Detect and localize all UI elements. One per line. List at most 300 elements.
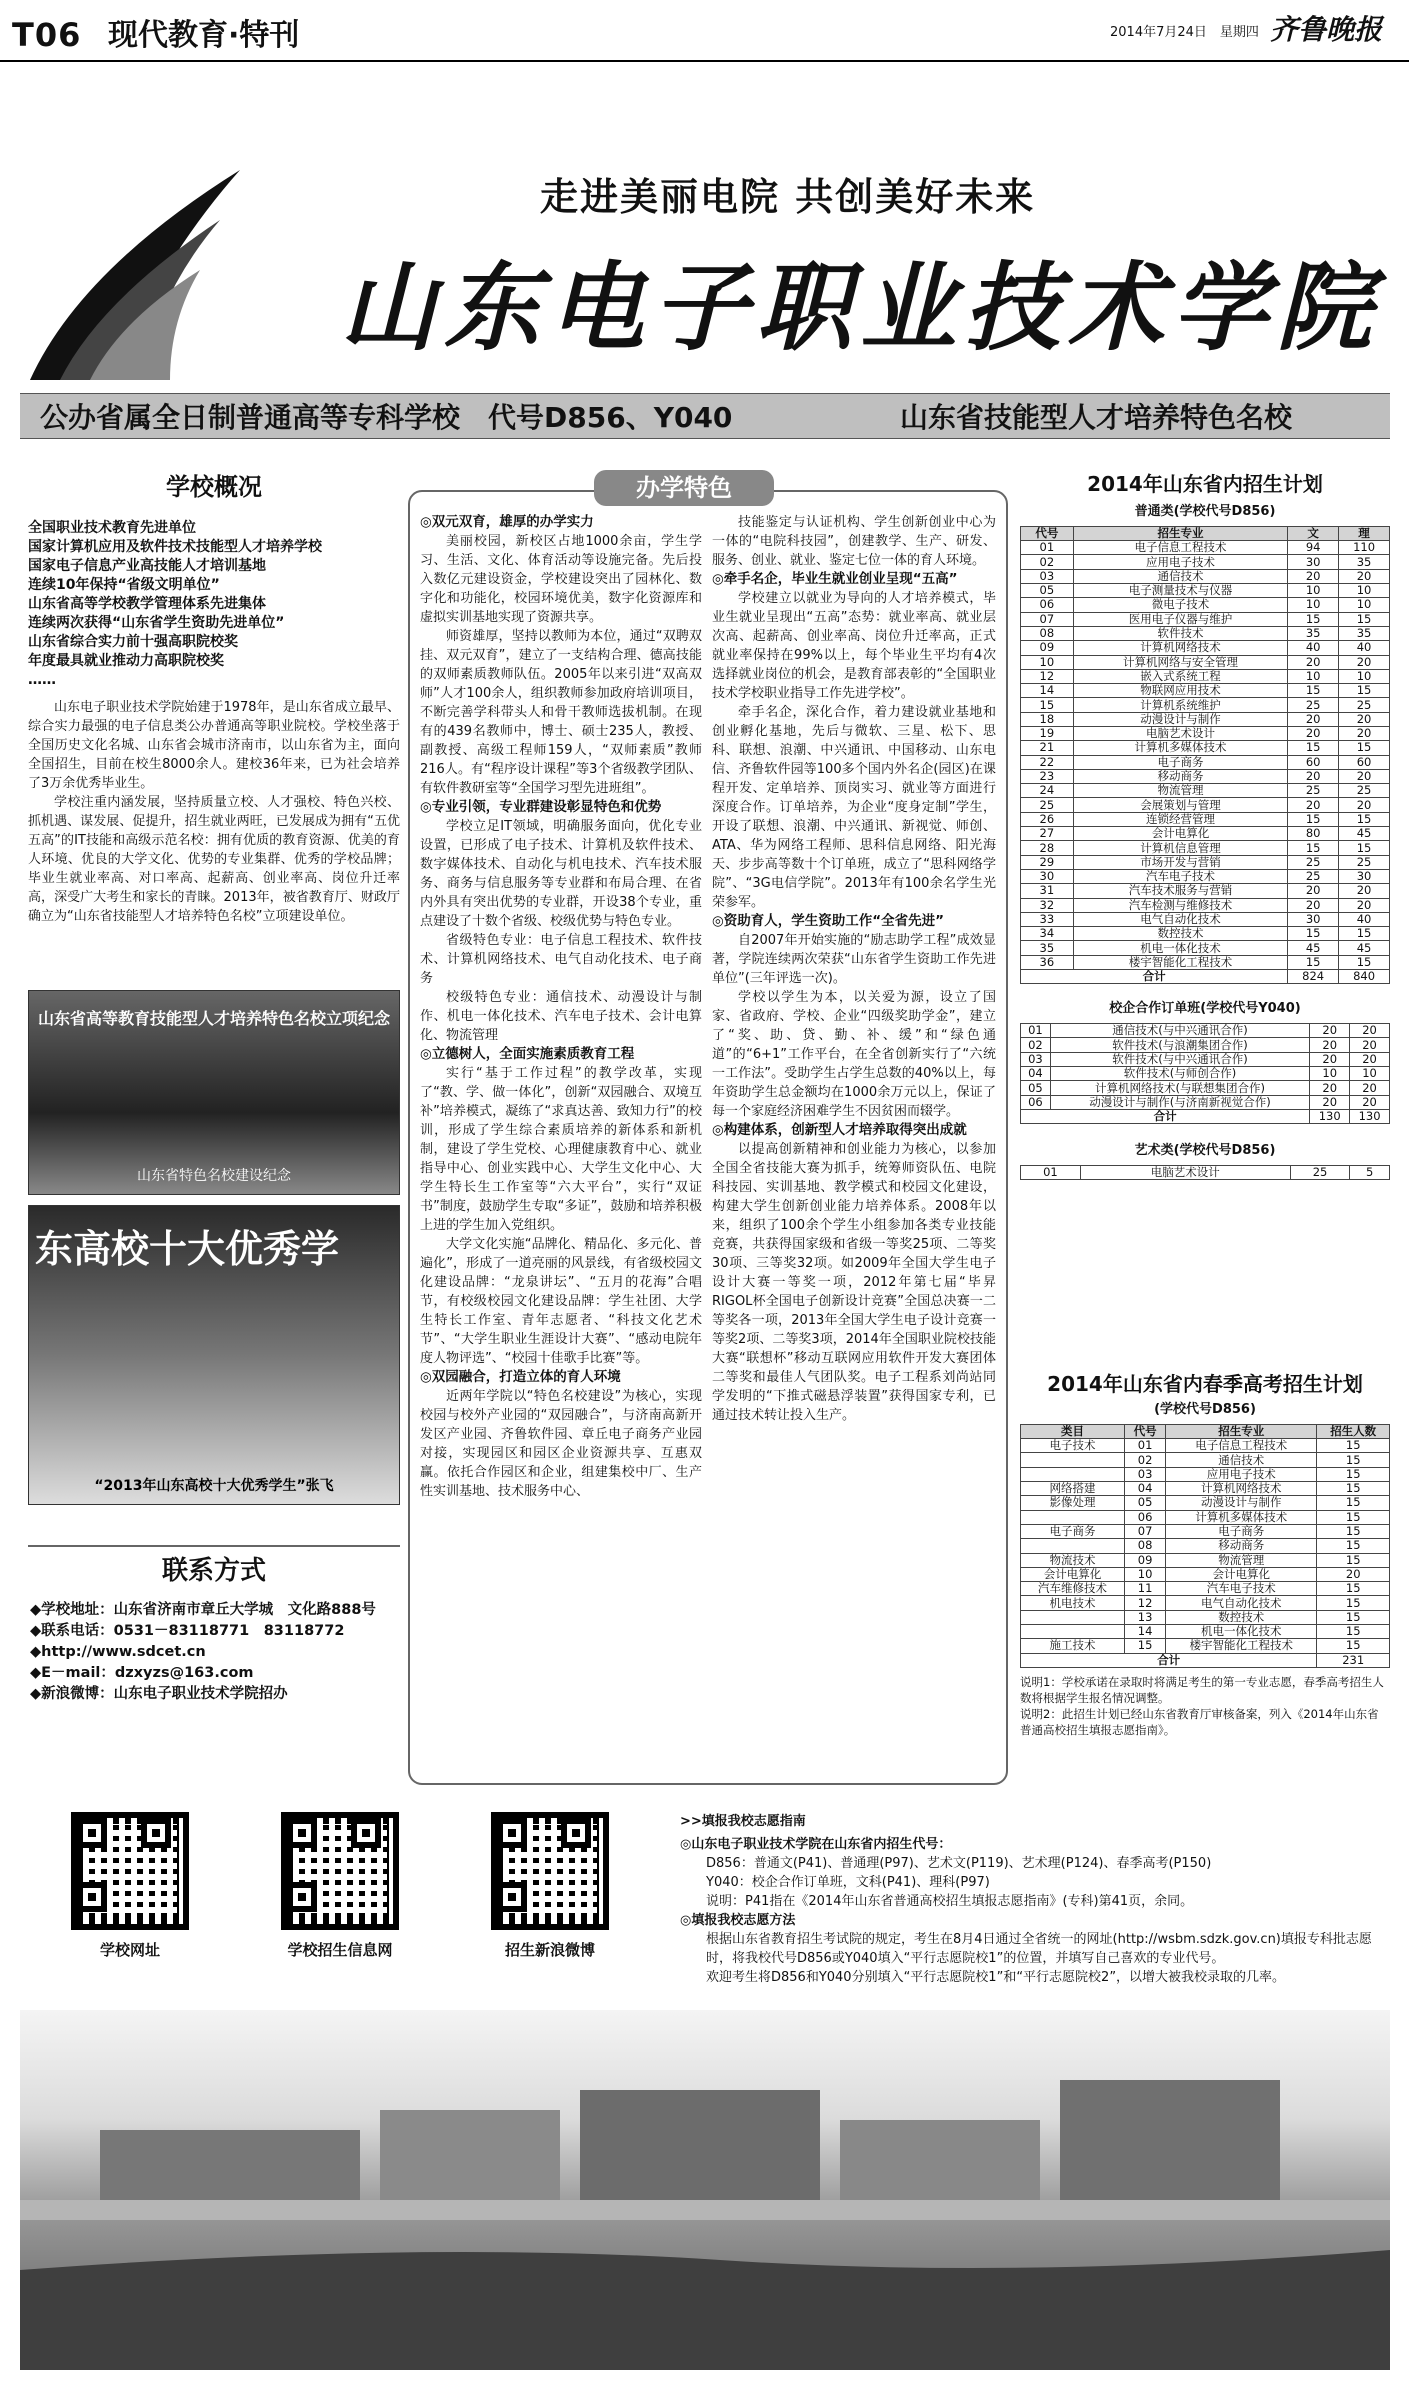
table-cell: 10 — [1339, 669, 1390, 683]
general-plan-table — [1020, 526, 1390, 985]
table-cell: 04 — [1021, 1067, 1051, 1081]
table-cell: 20 — [1339, 769, 1390, 783]
table-cell: 电子商务 — [1021, 1524, 1125, 1538]
admission-plan — [1020, 470, 1390, 1180]
table-cell: 楼宇智能化工程技术 — [1073, 955, 1287, 969]
spring-title: 2014年山东省内春季高考招生计划 — [1047, 1372, 1363, 1396]
table-cell: 15 — [1288, 812, 1339, 826]
contact-divider — [28, 1545, 400, 1547]
table-cell: 20 — [1310, 1024, 1350, 1038]
table-cell: 60 — [1288, 755, 1339, 769]
table-cell: 15 — [1317, 1524, 1390, 1538]
contact-item: ◆联系电话：0531－83118771 83118772 — [30, 1623, 345, 1639]
table-row — [1021, 798, 1390, 812]
school-name: 山东电子职业技术学院 — [340, 251, 1380, 364]
table-row — [1021, 869, 1390, 883]
section-title: 现代教育·特刊 — [108, 18, 300, 53]
table-cell: 20 — [1339, 898, 1390, 912]
contact-item: ◆学校地址：山东省济南市章丘大学城 文化路888号 — [30, 1602, 376, 1618]
qr-code-icon — [281, 1812, 399, 1930]
guide-line: D856：普通文(P41)、普通理(P97)、艺术文(P119)、艺术理(P124)、春季高考(P150) — [706, 1856, 1212, 1871]
guide-line: Y040：校企合作订单班，文科(P41)、理科(P97) — [706, 1875, 990, 1890]
contact-item: ◆E－mail：dzxyzs@163.com — [30, 1665, 254, 1681]
contact-item: ◆http://www.sdcet.cn — [30, 1644, 206, 1660]
table-cell: 25 — [1339, 784, 1390, 798]
contact-item: ◆新浪微博：山东电子职业技术学院招办 — [30, 1686, 288, 1702]
feature-heading: ◎资助育人，学生资助工作“全省先进” — [712, 913, 945, 929]
overview-paragraph: 学校注重内涵发展，坚持质量立校、人才强校、特色兴校、抓机遇、谋发展、促提升，招生就业两旺，已发展成为拥有“五优五高”的IT技能和高级示范名校：拥有优质的教育资源、优美的育人环境、优良的大学文化、优势的专业集群、优秀的学校品牌；毕业生就业率高、对口率高、起薪高、创业率高、岗位升迁率高，深受广大考生和家长的青睐。2013年，被省教育厅、财政厅确立为“山东省技能型人才培养特色名校”立项建设单位。 — [28, 794, 400, 924]
table-row — [1021, 1625, 1390, 1639]
contact-title: 联系方式 — [161, 1556, 266, 1586]
table-cell: 05 — [1021, 1081, 1051, 1095]
table-cell: 20 — [1288, 569, 1339, 583]
table-cell: 电子商务 — [1073, 755, 1287, 769]
table-cell: 36 — [1021, 955, 1074, 969]
table-cell: 20 — [1310, 1038, 1350, 1052]
photo-award-ceremony — [28, 990, 400, 1195]
honors-list — [28, 519, 400, 690]
table-cell: 连锁经营管理 — [1073, 812, 1287, 826]
table-cell: 15 — [1317, 1482, 1390, 1496]
table-cell: 21 — [1021, 741, 1074, 755]
table-cell: 25 — [1339, 698, 1390, 712]
table-cell: 23 — [1021, 769, 1074, 783]
table-cell: 20 — [1339, 569, 1390, 583]
table-cell: 物流技术 — [1021, 1553, 1125, 1567]
qr-finder-icon — [77, 1818, 107, 1848]
table-cell: 物流管理 — [1166, 1553, 1317, 1567]
table-cell: 汽车技术服务与营销 — [1073, 884, 1287, 898]
feature-paragraph: 牵手名企，深化合作，着力建设就业基地和创业孵化基地，先后与微软、三星、松下、思科、联想、浪潮、中兴通讯、中国移动、山东电信、齐鲁软件园等100多个国内外名企(园区)在课程开发、定单培养、顶岗实习、就业等方面进行深度合作。订单培养，为企业“度身定制”学生，开设了联想、浪潮、中兴通讯、新视觉、师创、ATA、华为网络工程师、思科信息网络、阳光海天、步步高等数十个订单班，成立了“思科网络学院”、“3G电信学院”。2013年有100余名学生光荣参军。 — [712, 705, 996, 910]
table-cell: 机电一体化技术 — [1166, 1625, 1317, 1639]
table-cell: 40 — [1288, 641, 1339, 655]
table-cell: 15 — [1317, 1496, 1390, 1510]
table-cell: 电气自动化技术 — [1166, 1596, 1317, 1610]
table-cell: 市场开发与营销 — [1073, 855, 1287, 869]
table-row — [1021, 698, 1390, 712]
table-cell: 15 — [1317, 1625, 1390, 1639]
honor-item: 年度最具就业推动力高职院校奖 — [28, 652, 224, 669]
table-cell: 20 — [1317, 1567, 1390, 1581]
table-cell: 数控技术 — [1166, 1610, 1317, 1624]
table-row — [1021, 755, 1390, 769]
art-plan-table — [1020, 1165, 1390, 1180]
table-cell: 15 — [1288, 684, 1339, 698]
school-type: 公办省属全日制普通高等专科学校 代号D856、Y040 — [40, 401, 733, 434]
photo-caption: 山东省特色名校建设纪念 — [137, 1167, 291, 1184]
table-cell: 33 — [1021, 912, 1074, 926]
table-cell — [1021, 1625, 1125, 1639]
table-cell: 45 — [1339, 941, 1390, 955]
table-cell: 01 — [1021, 1166, 1081, 1180]
table-row — [1021, 1496, 1390, 1510]
table-row — [1021, 812, 1390, 826]
table-cell: 05 — [1125, 1496, 1166, 1510]
table-cell: 电子信息工程技术 — [1073, 541, 1287, 555]
table-row — [1021, 1610, 1390, 1624]
spring-note-1: 说明1：学校承诺在录取时将满足考生的第一专业志愿，春季高考招生人数将根据学生报名情况调整。 — [1020, 1674, 1384, 1705]
table-cell: 94 — [1288, 541, 1339, 555]
table-row — [1021, 612, 1390, 626]
qr-code-row — [30, 1812, 650, 2012]
table-row — [1021, 1024, 1390, 1038]
feature-heading: ◎牵手名企，毕业生就业创业呈现“五高” — [712, 571, 958, 587]
table-cell: 15 — [1288, 955, 1339, 969]
table-cell: 25 — [1290, 1166, 1350, 1180]
table-row — [1021, 598, 1390, 612]
overview-column — [28, 470, 400, 926]
table-cell: 06 — [1021, 1095, 1051, 1109]
spring-note-2: 说明2：此招生计划已经山东省教育厅审核备案，列入《2014年山东省普通高校招生填报志愿指南》。 — [1020, 1706, 1379, 1737]
table-cell: 24 — [1021, 784, 1074, 798]
table-cell: 20 — [1350, 1081, 1390, 1095]
spring-subtitle: (学校代号D856) — [1154, 1402, 1256, 1417]
table-cell — [1021, 1510, 1125, 1524]
table-cell: 15 — [1288, 741, 1339, 755]
table-cell: 医用电子仪器与维护 — [1073, 612, 1287, 626]
table-cell: 20 — [1339, 655, 1390, 669]
guide-title: >>填报我校志愿指南 — [680, 1814, 806, 1829]
table-row — [1021, 927, 1390, 941]
table-cell — [1021, 1453, 1125, 1467]
spring-plan — [1020, 1370, 1390, 1738]
table-row — [1021, 712, 1390, 726]
campus-aerial-photo — [20, 2010, 1390, 2370]
table-cell: 应用电子技术 — [1073, 555, 1287, 569]
table-cell: 15 — [1317, 1610, 1390, 1624]
campus-buildings-icon — [20, 2010, 1390, 2370]
table-cell: 移动商务 — [1073, 769, 1287, 783]
guide-line: 根据山东省教育招生考试院的规定，考生在8月4日通过全省统一的网址(http://wsbm.sdzk.gov.cn)填报专科批志愿时，将我校代号D856或Y040填入“平行志愿院校1”的位置，并填写自己喜欢的专业代号。 — [706, 1932, 1372, 1966]
table-cell: 物联网应用技术 — [1073, 684, 1287, 698]
table-cell: 02 — [1021, 1038, 1051, 1052]
table-cell: 通信技术 — [1166, 1453, 1317, 1467]
table-cell: 10 — [1288, 584, 1339, 598]
photo-banner-text: 东高校十大优秀学 — [35, 1227, 340, 1271]
table-row — [1021, 1482, 1390, 1496]
table-row — [1021, 769, 1390, 783]
table-cell: 计算机网络技术(与联想集团合作) — [1050, 1081, 1309, 1095]
feature-paragraph: 校级特色专业：通信技术、动漫设计与制作、机电一体化技术、汽车电子技术、会计电算化、物流管理 — [420, 990, 702, 1043]
table-row — [1021, 941, 1390, 955]
photo-outstanding-student — [28, 1205, 400, 1505]
table-cell: 26 — [1021, 812, 1074, 826]
table-cell: 计算机多媒体技术 — [1073, 741, 1287, 755]
table-cell: 汽车电子技术 — [1073, 869, 1287, 883]
feature-heading: ◎立德树人，全面实施素质教育工程 — [420, 1046, 635, 1062]
table-cell: 13 — [1125, 1610, 1166, 1624]
table-total-row — [1021, 1653, 1390, 1667]
table-cell: 10 — [1339, 584, 1390, 598]
banner-slogan: 走进美丽电院 共创美好未来 — [540, 175, 1036, 219]
table-cell: 07 — [1021, 612, 1074, 626]
table-cell: 电气自动化技术 — [1073, 912, 1287, 926]
table-row — [1021, 641, 1390, 655]
table-row — [1021, 1439, 1390, 1453]
table-cell: 20 — [1350, 1052, 1390, 1066]
table-row — [1021, 584, 1390, 598]
coop-plan-table — [1020, 1023, 1390, 1124]
feature-heading: ◎专业引领，专业群建设彰显特色和优势 — [420, 799, 662, 815]
table-cell: 20 — [1339, 884, 1390, 898]
table-cell: 动漫设计与制作 — [1073, 712, 1287, 726]
table-cell: 15 — [1125, 1639, 1166, 1653]
table-cell: 15 — [1317, 1582, 1390, 1596]
table-header-cell: 代号 — [1021, 526, 1074, 540]
table-cell: 计算机网络技术 — [1166, 1482, 1317, 1496]
table-cell: 网络搭建 — [1021, 1482, 1125, 1496]
table-cell: 软件技术(与中兴通讯合作) — [1050, 1052, 1309, 1066]
qr-finder-icon — [287, 1882, 317, 1912]
table-row — [1021, 1038, 1390, 1052]
table-cell: 34 — [1021, 927, 1074, 941]
honor-item: …… — [28, 671, 56, 688]
table-cell: 电子信息工程技术 — [1166, 1439, 1317, 1453]
table-row — [1021, 626, 1390, 640]
table-cell: 10 — [1350, 1067, 1390, 1081]
table-cell: 35 — [1021, 941, 1074, 955]
table-cell: 数控技术 — [1073, 927, 1287, 941]
honor-item: 连续10年保持“省级文明单位” — [28, 576, 220, 593]
table-cell — [1021, 1610, 1125, 1624]
table-cell: 15 — [1317, 1553, 1390, 1567]
table-cell: 20 — [1339, 712, 1390, 726]
table-cell: 10 — [1288, 598, 1339, 612]
plan-title: 2014年山东省内招生计划 — [1087, 472, 1323, 496]
table-cell: 130 — [1350, 1109, 1390, 1123]
table-row — [1021, 1467, 1390, 1481]
table-cell: 35 — [1339, 626, 1390, 640]
table-cell: 电子技术 — [1021, 1439, 1125, 1453]
table-cell: 28 — [1021, 841, 1074, 855]
table-row — [1021, 1567, 1390, 1581]
table-row — [1021, 727, 1390, 741]
feature-paragraph: 学校建立以就业为导向的人才培养模式，毕业生就业呈现出“五高”态势：就业率高、就业层次高、起薪高、创业率高、岗位升迁率高，正式就业率保持在99%以上，每个毕业生平均有4次选择就业岗位的机会，是教育部表彰的“全国职业技术学校职业指导工作先进学校”。 — [712, 591, 996, 701]
table-header-cell: 招生专业 — [1073, 526, 1287, 540]
table-cell: 20 — [1310, 1052, 1350, 1066]
feature-paragraph: 学校以学生为本，以关爱为源，设立了国家、省政府、学校、企业“四级奖助学金”，建立了“奖、助、贷、勤、补、缓”和“绿色通道”的“6+1”工作平台，在全省创新实行了“六统一工作法”。受助学生占学生总数的40%以上，每年资助学生总金额均在1000余万元以上，保证了每一个家庭经济困难学生不因贫困而辍学。 — [712, 990, 996, 1119]
table-cell: 20 — [1339, 798, 1390, 812]
table-cell: 40 — [1339, 641, 1390, 655]
table-cell: 20 — [1288, 727, 1339, 741]
table-cell: 04 — [1125, 1482, 1166, 1496]
honor-item: 山东省综合实力前十强高职院校奖 — [28, 633, 238, 650]
table-cell: 软件技术 — [1073, 626, 1287, 640]
table-cell: 10 — [1125, 1567, 1166, 1581]
honor-item: 连续两次获得“山东省学生资助先进单位” — [28, 614, 285, 631]
table-cell: 计算机系统维护 — [1073, 698, 1287, 712]
table-cell: 汽车维修技术 — [1021, 1582, 1125, 1596]
table-cell: 软件技术(与师创合作) — [1050, 1067, 1309, 1081]
table-cell: 03 — [1021, 569, 1074, 583]
school-logo-icon — [20, 150, 250, 390]
features-column-1 — [420, 513, 702, 1501]
table-cell: 15 — [1317, 1596, 1390, 1610]
table-cell: 10 — [1288, 669, 1339, 683]
table-cell: 07 — [1125, 1524, 1166, 1538]
table-cell: 15 — [1317, 1439, 1390, 1453]
table-cell: 楼宇智能化工程技术 — [1166, 1639, 1317, 1653]
table-cell: 20 — [1288, 655, 1339, 669]
table-row — [1021, 955, 1390, 969]
table-cell: 电子测量技术与仪器 — [1073, 584, 1287, 598]
guide-line: ◎山东电子职业技术学院在山东省内招生代号： — [680, 1837, 952, 1852]
qr-caption: 学校招生信息网 — [287, 1941, 393, 1959]
table-cell: 15 — [1339, 612, 1390, 626]
table-cell — [1021, 1539, 1125, 1553]
table-cell: 15 — [1288, 612, 1339, 626]
overview-title: 学校概况 — [166, 473, 262, 501]
table-cell: 合计 — [1021, 1653, 1317, 1667]
table-row — [1021, 1510, 1390, 1524]
table-cell: 15 — [1339, 812, 1390, 826]
feature-paragraph: 实行“基于工作过程”的教学改革，实现了“教、学、做一体化”，创新“双园融合、双境互补”培养模式，凝练了“求真达善、致知力行”的校训，形成了学生综合素质培养的新体系和新机制，建设了学生党校、心理健康教育中心、就业指导中心、创业实践中心、大学生文化中心、大学生特长生工作室等“六大平台”，实行“双证书”制度，鼓励学生专取“多证”，鼓励和培养积极上进的学生加入党组织。 — [420, 1066, 702, 1233]
general-subtitle: 普通类(学校代号D856) — [1134, 504, 1276, 519]
table-cell: 会计电算化 — [1166, 1567, 1317, 1581]
table-cell: 18 — [1021, 712, 1074, 726]
table-cell: 02 — [1021, 555, 1074, 569]
table-cell: 合计 — [1021, 970, 1288, 984]
art-subtitle: 艺术类(学校代号D856) — [1134, 1143, 1276, 1159]
table-cell: 10 — [1339, 598, 1390, 612]
table-cell: 机电一体化技术 — [1073, 941, 1287, 955]
qr-finder-icon — [497, 1818, 527, 1848]
table-cell: 31 — [1021, 884, 1074, 898]
table-row — [1021, 1166, 1390, 1180]
table-cell: 会计电算化 — [1073, 827, 1287, 841]
guide-line: 说明：P41指在《2014年山东省普通高校招生填报志愿指南》(专科)第41页，余同。 — [706, 1894, 1194, 1909]
table-cell: 35 — [1339, 555, 1390, 569]
table-cell: 20 — [1288, 769, 1339, 783]
table-cell: 32 — [1021, 898, 1074, 912]
table-cell: 30 — [1339, 869, 1390, 883]
table-row — [1021, 1553, 1390, 1567]
honor-item: 国家电子信息产业高技能人才培训基地 — [28, 557, 266, 574]
table-cell: 45 — [1288, 941, 1339, 955]
table-total-row — [1021, 970, 1390, 984]
school-honor: 山东省技能型人才培养特色名校 — [900, 401, 1293, 434]
table-cell: 影像处理 — [1021, 1496, 1125, 1510]
table-header-cell: 招生专业 — [1166, 1424, 1317, 1438]
table-row — [1021, 555, 1390, 569]
table-cell: 电脑艺术设计 — [1080, 1166, 1290, 1180]
table-cell: 机电技术 — [1021, 1596, 1125, 1610]
overview-text — [28, 698, 400, 926]
table-cell: 应用电子技术 — [1166, 1467, 1317, 1481]
table-cell: 231 — [1317, 1653, 1390, 1667]
feature-paragraph: 师资雄厚，坚持以教师为本位，通过“双聘双挂、双元双育”，建立了一支结构合理、德高技能的双师素质教师队伍。2005年以来引进“双高双师”人才100余人，组织教师参加政府培训项目，不断完善学科带头人和骨干教师选拔机制。在现有的439名教师中，博士、硕士235人，教授、副教授、高级工程师159人，“双师素质”教师216人。有“程序设计课程”等3个省级教学团队、有软件教研室等“全国学习型先进班组”。 — [420, 629, 702, 796]
table-cell: 计算机信息管理 — [1073, 841, 1287, 855]
table-cell: 15 — [1317, 1467, 1390, 1481]
table-cell: 计算机网络与安全管理 — [1073, 655, 1287, 669]
table-cell: 03 — [1021, 1052, 1051, 1066]
table-cell: 30 — [1288, 555, 1339, 569]
honor-item: 国家计算机应用及软件技术技能型人才培养学校 — [28, 538, 322, 555]
table-cell: 05 — [1021, 584, 1074, 598]
table-row — [1021, 1081, 1390, 1095]
feature-paragraph: 以提高创新精神和创业能力为核心，以参加全国全省技能大赛为抓手，统筹师资队伍、电院科技园、实训基地、教学模式和校园文化建设，构建大学生创新创业能力培养体系。2008年以来，组织了100余个学生小组参加各类专业技能竞赛，共获得国家级和省级一等奖25项、二等奖30项、三等奖32项。如2009年全国大学生电子设计大赛一等奖一项，2012年第七届“毕昇RIGOL杯全国电子创新设计竞赛”全国总决赛一二等奖各一项，2013年全国大学生电子设计竞赛一等奖2项、二等奖3项，2014年全国职业院校技能大赛“联想杯”移动互联网应用软件开发大赛团体二等奖和最佳人气团队奖。电子工程系刘尚站同学发明的“下推式磁悬浮装置”获得国家专利，已通过技术转让投入生产。 — [712, 1142, 996, 1423]
table-cell: 物流管理 — [1073, 784, 1287, 798]
table-cell: 27 — [1021, 827, 1074, 841]
table-row — [1021, 1639, 1390, 1653]
table-cell: 动漫设计与制作(与济南新视觉合作) — [1050, 1095, 1309, 1109]
table-row — [1021, 1453, 1390, 1467]
table-cell: 20 — [1339, 727, 1390, 741]
table-cell: 25 — [1021, 798, 1074, 812]
table-cell: 微电子技术 — [1073, 598, 1287, 612]
table-cell: 15 — [1339, 741, 1390, 755]
table-cell: 15 — [1317, 1453, 1390, 1467]
table-cell: 汽车检测与维修技术 — [1073, 898, 1287, 912]
table-cell: 20 — [1288, 884, 1339, 898]
table-cell: 35 — [1288, 626, 1339, 640]
table-cell: 06 — [1021, 598, 1074, 612]
contact-list — [30, 1600, 402, 1705]
table-cell: 15 — [1317, 1539, 1390, 1553]
table-row — [1021, 884, 1390, 898]
table-row — [1021, 1524, 1390, 1538]
table-header-cell: 类目 — [1021, 1424, 1125, 1438]
table-cell: 03 — [1125, 1467, 1166, 1481]
table-row — [1021, 827, 1390, 841]
table-cell: 汽车电子技术 — [1166, 1582, 1317, 1596]
table-cell: 施工技术 — [1021, 1639, 1125, 1653]
table-cell — [1021, 1467, 1125, 1481]
table-cell: 15 — [1317, 1510, 1390, 1524]
table-row — [1021, 841, 1390, 855]
table-cell: 20 — [1310, 1095, 1350, 1109]
table-cell: 15 — [1021, 698, 1074, 712]
issue-date: 2014年7月24日 星期四 — [1110, 25, 1259, 40]
table-cell: 29 — [1021, 855, 1074, 869]
feature-paragraph: 技能鉴定与认证机构、学生创新创业中心为一体的“电院科技园”，创建教学、生产、研发、服务、创业、就业、鉴定七位一体的育人环境。 — [712, 515, 996, 568]
table-row — [1021, 1095, 1390, 1109]
table-cell: 20 — [1350, 1038, 1390, 1052]
table-cell: 15 — [1339, 684, 1390, 698]
table-cell: 14 — [1125, 1625, 1166, 1639]
table-cell: 06 — [1125, 1510, 1166, 1524]
feature-paragraph: 美丽校园，新校区占地1000余亩，学生学习、生活、文化、体育活动等设施完备。先后投入数亿元建设资金，学校建设突出了园林化、数字化和功能化，校园环境优美，数字化资源库和虚拟实训基地实现了资源共享。 — [420, 534, 702, 625]
table-cell: 20 — [1310, 1081, 1350, 1095]
table-cell: 15 — [1339, 955, 1390, 969]
qr-finder-icon — [351, 1818, 381, 1848]
qr-finder-icon — [77, 1882, 107, 1912]
table-total-row — [1021, 1109, 1390, 1123]
table-header-cell: 文 — [1288, 526, 1339, 540]
application-guide — [680, 1812, 1380, 1987]
table-row — [1021, 655, 1390, 669]
table-cell: 11 — [1125, 1582, 1166, 1596]
spring-plan-table — [1020, 1424, 1390, 1668]
table-cell: 110 — [1339, 541, 1390, 555]
table-cell: 824 — [1288, 970, 1339, 984]
guide-line: 欢迎考生将D856和Y040分别填入“平行志愿院校1”和“平行志愿院校2”，以增大被我校录取的几率。 — [706, 1970, 1286, 1985]
features-column-2 — [712, 513, 996, 1425]
table-cell: 10 — [1021, 655, 1074, 669]
table-header-cell: 理 — [1339, 526, 1390, 540]
table-row — [1021, 1052, 1390, 1066]
table-row — [1021, 741, 1390, 755]
page-number: T06 — [12, 16, 82, 54]
table-cell: 电子商务 — [1166, 1524, 1317, 1538]
table-cell: 12 — [1125, 1596, 1166, 1610]
table-cell: 移动商务 — [1166, 1539, 1317, 1553]
feature-heading: ◎双元双育，雄厚的办学实力 — [420, 514, 594, 530]
feature-paragraph: 学校立足IT领域，明确服务面向，优化专业设置，已形成了电子技术、计算机及软件技术、数字媒体技术、自动化与机电技术、汽车技术服务、商务与信息服务等专业群和布局合理、在省内外具有突出优势的专业群，开设38个专业，重点建设了十数个省级、校级优势与特色专业。 — [420, 819, 702, 929]
qr-item — [450, 1812, 650, 1962]
table-cell: 软件技术(与浪潮集团合作) — [1050, 1038, 1309, 1052]
qr-code-icon — [491, 1812, 609, 1930]
